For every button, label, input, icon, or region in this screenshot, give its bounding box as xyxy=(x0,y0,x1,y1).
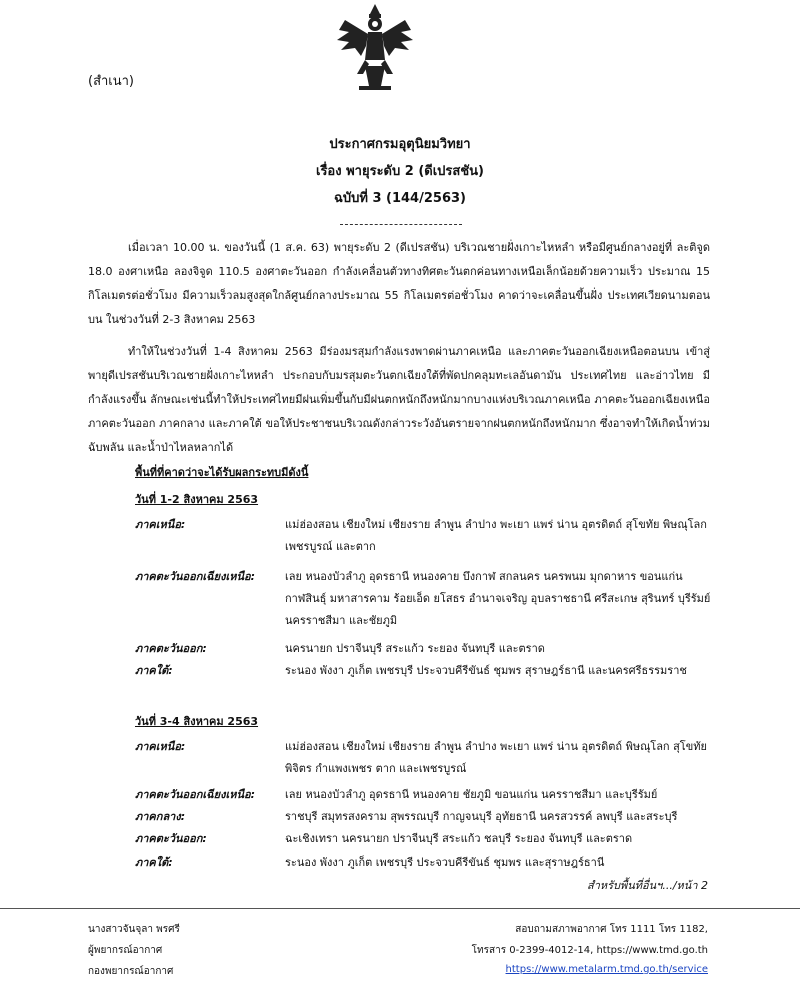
period-label-1: วันที่ 1-2 สิงหาคม 2563 xyxy=(135,493,259,506)
region-name: ภาคตะวันออกเฉียงเหนือ: xyxy=(135,570,256,583)
announcement-issue-number: ฉบับที่ 3 (144/2563) xyxy=(334,191,466,206)
region-name: ภาคกลาง: xyxy=(135,810,186,823)
region-name: ภาคใต้: xyxy=(135,856,173,869)
region-provinces: ฉะเชิงเทรา นครนายก ปราจีนบุรี สระแก้ว ชลบุรี ระยอง จันทบุรี และตราด xyxy=(285,832,633,845)
region-row xyxy=(135,736,715,780)
region-name: ภาคตะวันออก: xyxy=(135,642,207,655)
period-label-2: วันที่ 3-4 สิงหาคม 2563 xyxy=(135,715,259,728)
copy-label: (สำเนา) xyxy=(88,74,135,89)
title-divider xyxy=(340,224,462,225)
region-row xyxy=(135,514,715,558)
paragraph-impact: ทำให้ในช่วงวันที่ 1-4 สิงหาคม 2563 มีร่องมรสุมกำลังแรงพาดผ่านภาคเหนือ และภาคตะวันออกเฉียงเหนือตอนบน เข้าสู่พายุดีเปรสชันบริเวณชายฝั่งเกาะไหหลำ ประกอบกับมรสุมตะวันตกเฉียงใต้ที่พัดปกคลุมทะเลอันดามัน ประเทศไทย และอ่าวไทย มีกำลังแรงขึ้น ลักษณะเช่นนี้ทำให้ประเทศไทยมีฝนเพิ่มขึ้นกับมีฝนตกหนักถึงหนักมากบางแห่งบริเวณภาคเหนือ ภาคตะวันออกเฉียงเหนือ ภาคตะวันออก ภาคกลาง และภาคใต้ ขอให้ประชาชนบริเวณดังกล่าวระวังอันตรายจากฝนตกหนักถึงหนักมาก ซึ่งอาจทำให้เกิดน้ำท่วมฉับพลัน และน้ำป่าไหลหลากได้ xyxy=(88,345,710,454)
region-name: ภาคตะวันออก: xyxy=(135,832,207,845)
region-row xyxy=(135,660,715,682)
region-provinces: นครนายก ปราจีนบุรี สระแก้ว ระยอง จันทบุรี และตราด xyxy=(285,642,545,655)
region-provinces: เลย หนองบัวลำภู อุดรธานี หนองคาย บึงกาฬ สกลนคร นครพนม มุกดาหาร ขอนแก่น กาฬสินธุ์ มหาสารคาม ร้อยเอ็ด ยโสธร อำนาจเจริญ อุบลราชธานี ศรีสะเกษ สุรินทร์ บุรีรัมย์ นครราชสีมา และชัยภูมิ xyxy=(285,570,711,627)
affected-areas-heading: พื้นที่ที่คาดว่าจะได้รับผลกระทบมีดังนี้ xyxy=(135,466,309,479)
footer-divider xyxy=(0,908,800,909)
announcement-subject: เรื่อง พายุระดับ 2 (ดีเปรสชัน) xyxy=(316,164,484,179)
region-row xyxy=(135,852,715,874)
region-provinces: ระนอง พังงา ภูเก็ต เพชรบุรี ประจวบคีรีขันธ์ ชุมพร สุราษฎร์ธานี และนครศรีธรรมราช xyxy=(285,664,687,677)
garuda-emblem-icon xyxy=(335,2,415,94)
region-row xyxy=(135,784,715,806)
contact-phone: สอบถามสภาพอากาศ โทร 1111 โทร 1182, xyxy=(515,924,708,935)
region-name: ภาคตะวันออกเฉียงเหนือ: xyxy=(135,788,256,801)
forecaster-division: กองพยากรณ์อากาศ xyxy=(88,966,174,977)
region-row xyxy=(135,806,715,828)
region-name: ภาคเหนือ: xyxy=(135,518,186,531)
region-provinces: ระนอง พังงา ภูเก็ต เพชรบุรี ประจวบคีรีขันธ์ ชุมพร และสุราษฎร์ธานี xyxy=(285,856,605,869)
paragraph-storm-status: เมื่อเวลา 10.00 น. ของวันนี้ (1 ส.ค. 63) พายุระดับ 2 (ดีเปรสชัน) บริเวณชายฝั่งเกาะไหหลำ หรือมีศูนย์กลางอยู่ที่ ละติจูด 18.0 องศาเหนือ ลองจิจูด 110.5 องศาตะวันออก กำลังเคลื่อนตัวทางทิศตะวันตกค่อนทางเหนือเล็กน้อยด้วยความเร็ว ประมาณ 15 กิโลเมตรต่อชั่วโมง มีความเร็วลมสูงสุดใกล้ศูนย์กลางประมาณ 55 กิโลเมตรต่อชั่วโมง คาดว่าจะเคลื่อนขึ้นฝั่ง ประเทศเวียดนามตอนบน ในช่วงวันที่ 2-3 สิงหาคม 2563 xyxy=(88,241,710,326)
service-link[interactable]: https://www.metalarm.tmd.go.th/service xyxy=(505,964,708,975)
region-name: ภาคเหนือ: xyxy=(135,740,186,753)
forecaster-name: นางสาวจันจุลา พรศรี xyxy=(88,924,180,935)
region-provinces: แม่ฮ่องสอน เชียงใหม่ เชียงราย ลำพูน ลำปาง พะเยา แพร่ น่าน อุตรดิตถ์ พิษณุโลก สุโขทัย พิจิตร กำแพงเพชร ตาก และเพชรบูรณ์ xyxy=(285,740,707,775)
region-provinces: เลย หนองบัวลำภู อุดรธานี หนองคาย ชัยภูมิ ขอนแก่น นครราชสีมา และบุรีรัมย์ xyxy=(285,788,658,801)
region-row xyxy=(135,566,715,632)
contact-fax-web: โทรสาร 0-2399-4012-14, https://www.tmd.go.th xyxy=(471,945,708,956)
forecaster-title: ผู้พยากรณ์อากาศ xyxy=(88,945,163,956)
region-row xyxy=(135,638,715,660)
region-name: ภาคใต้: xyxy=(135,664,173,677)
region-row xyxy=(135,828,715,850)
region-provinces: แม่ฮ่องสอน เชียงใหม่ เชียงราย ลำพูน ลำปาง พะเยา แพร่ น่าน อุตรดิตถ์ สุโขทัย พิษณุโลก เพชรบูรณ์ และตาก xyxy=(285,518,707,553)
announcement-title: ประกาศกรมอุตุนิยมวิทยา xyxy=(329,137,471,152)
continuation-note: สำหรับพื้นที่อื่นฯ.../หน้า 2 xyxy=(587,879,708,892)
region-provinces: ราชบุรี สมุทรสงคราม สุพรรณบุรี กาญจนบุรี อุทัยธานี นครสวรรค์ ลพบุรี และสระบุรี xyxy=(285,810,678,823)
